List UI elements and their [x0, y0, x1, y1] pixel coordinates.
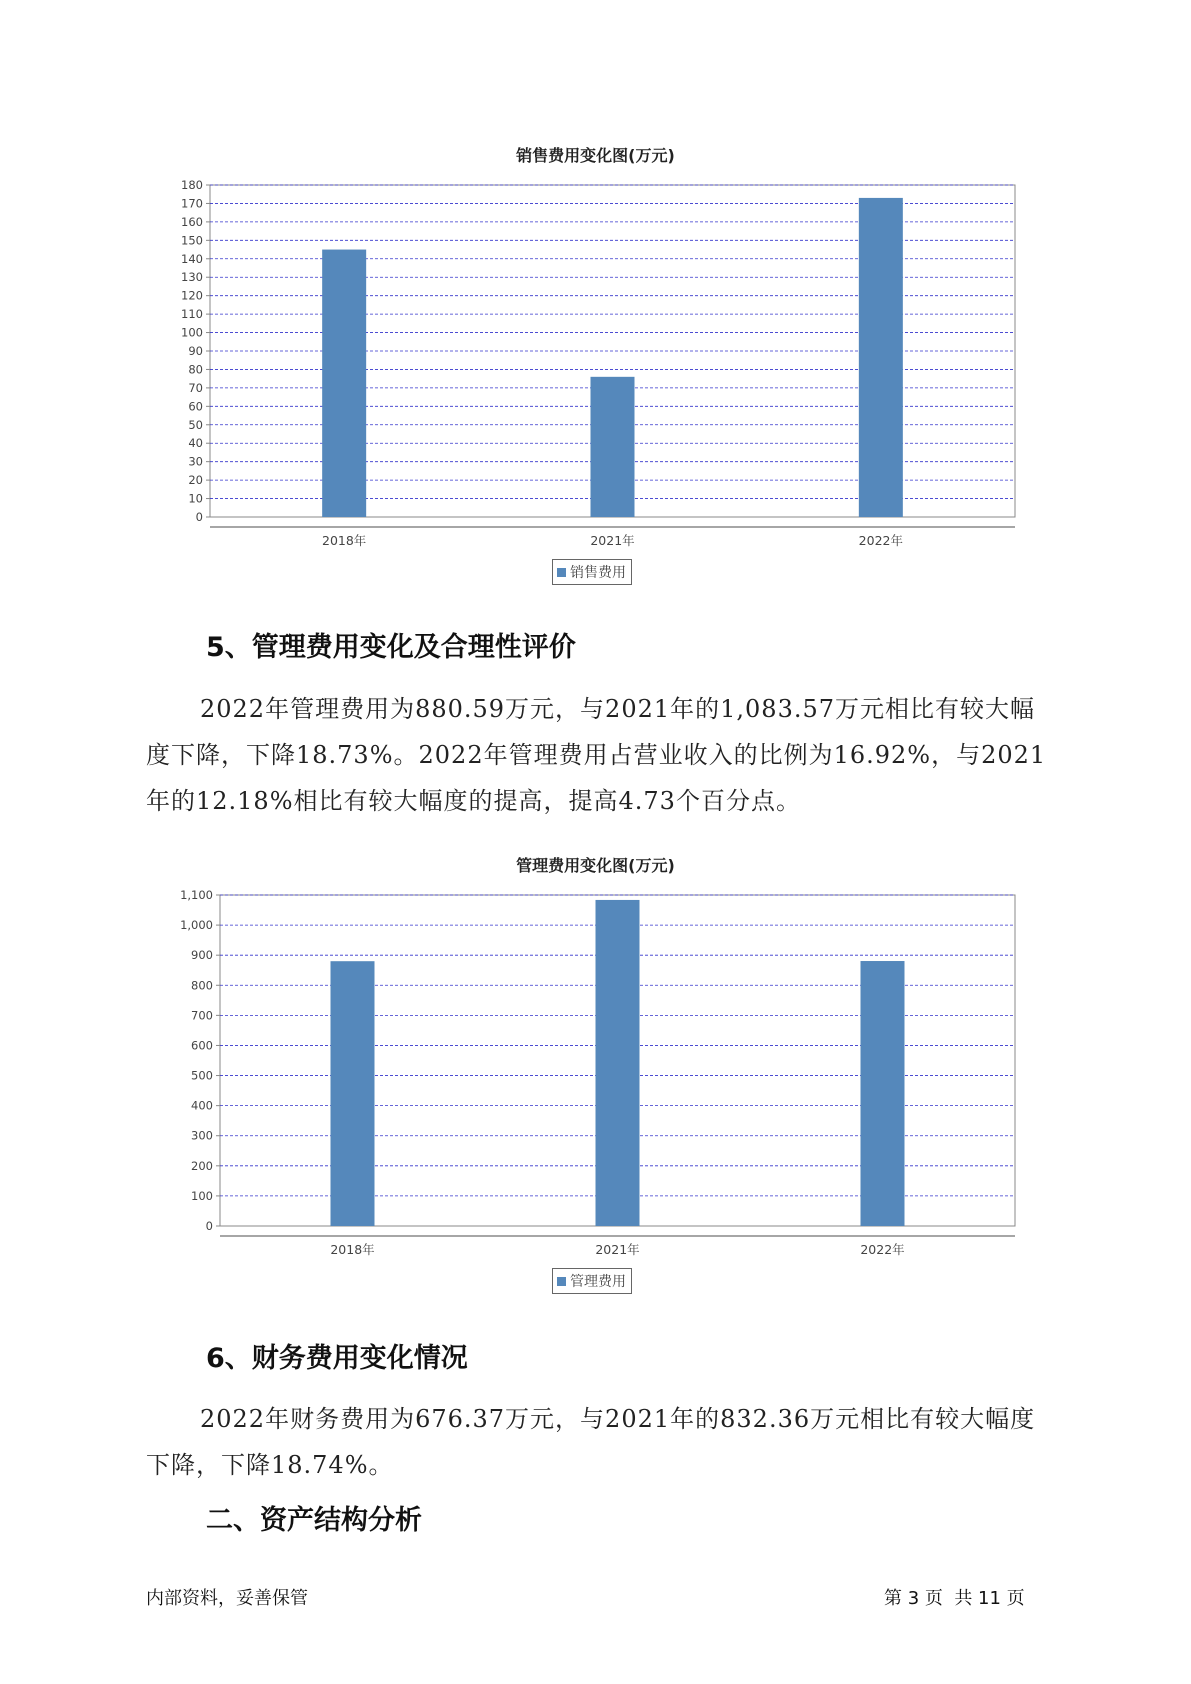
y-tick-label: 800 — [191, 978, 213, 993]
y-tick-label: 160 — [181, 214, 203, 229]
y-tick-label: 0 — [195, 510, 203, 524]
heading-asset-structure: 二、资产结构分析 — [206, 1505, 422, 1536]
legend-label-sales: 销售费用 — [570, 565, 626, 581]
x-tick-label: 2021年 — [595, 1242, 640, 1257]
bar — [331, 961, 375, 1226]
paragraph-finance-expense: 2022年财务费用为676.37万元，与2021年的832.36万元相比有较大幅度下降，下降18.74%。 — [146, 1405, 1036, 1479]
chart-title-management: 管理费用变化图(万元) — [516, 856, 675, 875]
heading-finance-expense: 6、财务费用变化情况 — [206, 1343, 468, 1374]
heading-management-expense: 5、管理费用变化及合理性评价 — [206, 632, 576, 663]
y-tick-label: 1,000 — [180, 918, 213, 933]
y-tick-label: 900 — [191, 948, 213, 963]
legend-swatch-icon — [557, 1277, 566, 1286]
y-tick-label: 50 — [188, 417, 203, 432]
y-tick-label: 20 — [188, 473, 203, 488]
x-tick-label: 2022年 — [860, 1242, 905, 1257]
y-tick-label: 600 — [191, 1038, 213, 1053]
x-tick-label: 2018年 — [322, 533, 367, 548]
bar — [861, 961, 905, 1226]
legend-swatch-icon — [557, 568, 566, 577]
y-tick-label: 700 — [191, 1008, 213, 1023]
x-tick-label: 2022年 — [858, 533, 903, 548]
sales-expense-chart — [0, 0, 1191, 560]
x-tick-label: 2018年 — [330, 1242, 375, 1257]
y-tick-label: 300 — [191, 1128, 213, 1143]
chart-legend-management — [552, 1268, 632, 1294]
footer-confidential: 内部资料，妥善保管 — [146, 1588, 308, 1609]
bar — [596, 900, 640, 1226]
y-tick-label: 80 — [188, 362, 203, 377]
x-tick-label: 2021年 — [590, 533, 635, 548]
y-tick-label: 0 — [205, 1219, 213, 1233]
y-tick-label: 150 — [181, 233, 203, 248]
y-tick-label: 130 — [181, 270, 203, 285]
bar — [591, 377, 635, 517]
footer-page-number: 第 3 页 共 11 页 — [884, 1588, 1025, 1609]
y-tick-label: 200 — [191, 1158, 213, 1173]
y-tick-label: 10 — [188, 491, 203, 506]
bar — [322, 250, 366, 517]
y-tick-label: 170 — [181, 196, 203, 211]
management-expense-chart — [0, 860, 1191, 1260]
y-tick-label: 120 — [181, 288, 203, 303]
y-tick-label: 400 — [191, 1098, 213, 1113]
y-tick-label: 100 — [191, 1188, 213, 1203]
legend-label-management: 管理费用 — [570, 1274, 626, 1290]
chart-legend-sales — [552, 559, 632, 585]
y-tick-label: 500 — [191, 1068, 213, 1083]
paragraph-management-expense: 2022年管理费用为880.59万元，与2021年的1,083.57万元相比有较大幅度下降，下降18.73%。2022年管理费用占营业收入的比例为16.92%，与2021年的12.18%相比有较大幅度的提高，提高4.73个百分点。 — [146, 695, 1047, 815]
y-tick-label: 110 — [181, 307, 203, 322]
y-tick-label: 40 — [188, 436, 203, 451]
y-tick-label: 30 — [188, 454, 203, 469]
y-tick-label: 140 — [181, 251, 203, 266]
chart-title-sales: 销售费用变化图(万元) — [516, 146, 675, 165]
y-tick-label: 60 — [188, 399, 203, 414]
y-tick-label: 70 — [188, 380, 203, 395]
y-tick-label: 100 — [181, 325, 203, 340]
y-tick-label: 1,100 — [180, 888, 213, 902]
bar — [859, 198, 903, 517]
y-tick-label: 90 — [188, 344, 203, 358]
y-tick-label: 180 — [181, 178, 203, 192]
